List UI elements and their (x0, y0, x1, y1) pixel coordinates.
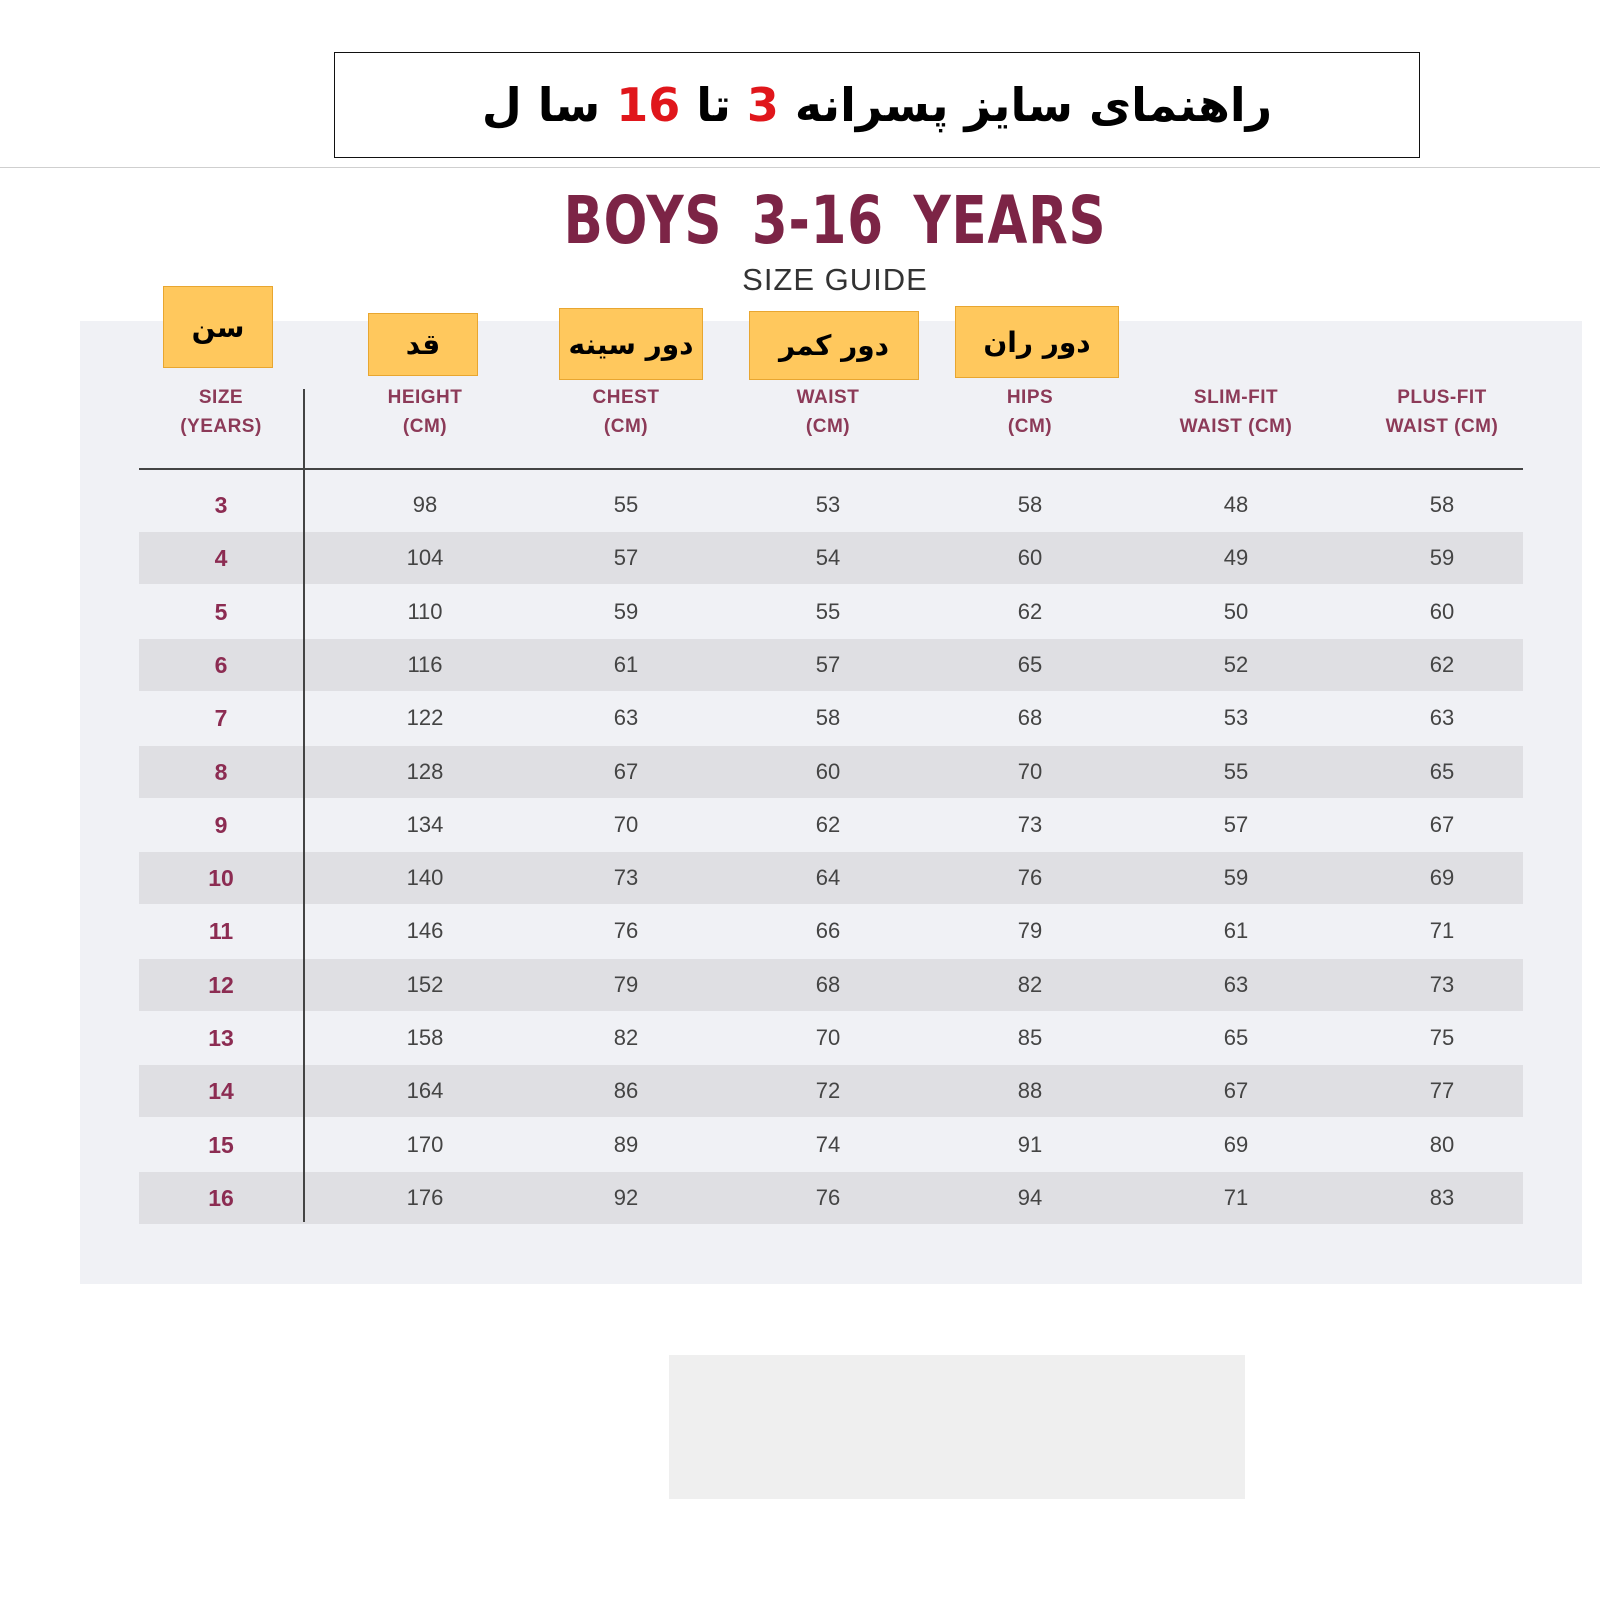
size-cell: 14 (208, 1078, 234, 1105)
measurement-cell: 73 (1017, 811, 1043, 837)
title-part-2: تا (680, 78, 747, 132)
column-header-size: SIZE (YEARS) (180, 387, 262, 437)
measurement-cell: 65 (1223, 1025, 1249, 1050)
measurement-cell: 91 (1017, 1131, 1043, 1157)
measurement-cell: 110 (407, 598, 443, 624)
column-header-waist: WAIST (CM) (796, 387, 860, 437)
persian-label-waist: دور کمر (749, 311, 919, 380)
measurement-cell: 64 (815, 865, 841, 891)
measurement-cell: 88 (1017, 1078, 1043, 1104)
title-number-to: 16 (616, 78, 681, 132)
measurement-cell: 50 (1223, 598, 1249, 624)
table-row (139, 639, 1523, 691)
measurement-cell: 68 (815, 971, 841, 997)
blank-placeholder-box (669, 1355, 1245, 1499)
measurement-cell: 116 (407, 651, 443, 677)
measurement-cell: 58 (1017, 492, 1043, 517)
measurement-cell: 152 (406, 971, 444, 997)
title-part-1: راهنمای سایز پسرانه (778, 78, 1273, 132)
size-cell: 8 (214, 758, 228, 785)
measurement-cell: 76 (1017, 865, 1043, 891)
column-header-plus-fit-waist: PLUS-FIT WAIST (CM) (1385, 387, 1499, 437)
measurement-cell: 63 (613, 705, 639, 731)
measurement-cell: 63 (1429, 705, 1455, 731)
measurement-cell: 73 (613, 865, 639, 891)
measurement-cell: 60 (1429, 598, 1455, 624)
size-cell: 16 (208, 1184, 234, 1211)
measurement-cell: 92 (613, 1184, 639, 1210)
page-title (482, 78, 1272, 132)
table-row (139, 1172, 1523, 1224)
measurement-cell: 89 (613, 1131, 639, 1157)
measurement-cell: 76 (815, 1184, 841, 1210)
measurement-cell: 128 (406, 758, 444, 784)
measurement-cell: 55 (815, 598, 841, 624)
measurement-cell: 59 (613, 598, 639, 624)
size-cell: 6 (214, 651, 228, 678)
measurement-cell: 85 (1017, 1025, 1043, 1050)
persian-label-hips: دور ران (955, 306, 1119, 378)
column-header-chest: CHEST (CM) (592, 387, 660, 437)
measurement-cell: 48 (1223, 492, 1249, 517)
measurement-cell: 79 (613, 971, 639, 997)
measurement-cell: 74 (815, 1131, 841, 1157)
table-row (139, 1012, 1523, 1064)
measurement-cell: 69 (1429, 865, 1455, 891)
table-row (139, 532, 1523, 584)
table-row (139, 959, 1523, 1011)
measurement-cell: 58 (815, 705, 841, 731)
measurement-cell: 134 (406, 811, 444, 837)
measurement-cell: 57 (613, 545, 639, 571)
measurement-cell: 77 (1429, 1078, 1455, 1104)
measurement-cell: 146 (406, 918, 444, 944)
measurement-cell: 71 (1223, 1184, 1249, 1210)
size-cell: 9 (214, 811, 228, 838)
persian-label-chest: دور سینه (559, 308, 703, 380)
column-header-hips: HIPS (CM) (1006, 387, 1054, 437)
table-row (139, 799, 1523, 851)
measurement-cell: 61 (1223, 918, 1249, 944)
measurement-cell: 82 (613, 1025, 639, 1050)
measurement-cell: 62 (1017, 598, 1043, 624)
measurement-cell: 79 (1017, 918, 1043, 944)
column-header-slim-fit-waist: SLIM-FIT WAIST (CM) (1179, 387, 1293, 437)
measurement-cell: 58 (1429, 492, 1455, 517)
table-row (139, 1065, 1523, 1117)
title-box (334, 52, 1420, 158)
size-column-divider (303, 389, 305, 1222)
measurement-cell: 72 (815, 1078, 841, 1104)
chart-subheading: SIZE GUIDE (742, 262, 928, 297)
measurement-cell: 75 (1429, 1025, 1455, 1050)
measurement-cell: 176 (406, 1184, 444, 1210)
persian-label-age: سن (163, 286, 273, 368)
measurement-cell: 63 (1223, 971, 1249, 997)
measurement-cell: 170 (406, 1131, 444, 1157)
measurement-cell: 55 (1223, 758, 1249, 784)
size-cell: 4 (214, 545, 228, 572)
measurement-cell: 71 (1429, 918, 1455, 944)
measurement-cell: 62 (815, 811, 841, 837)
table-row (139, 746, 1523, 798)
measurement-cell: 53 (815, 492, 841, 517)
measurement-cell: 70 (815, 1025, 841, 1050)
measurement-cell: 59 (1429, 545, 1455, 571)
size-cell: 3 (214, 492, 228, 518)
measurement-cell: 59 (1223, 865, 1249, 891)
measurement-cell: 67 (1429, 811, 1455, 837)
table-row (139, 905, 1523, 957)
measurement-cell: 82 (1017, 971, 1043, 997)
measurement-cell: 83 (1429, 1184, 1455, 1210)
top-divider (0, 167, 1600, 168)
chart-heading: BOYS 3-16 YEARS (563, 182, 1107, 259)
measurement-cell: 80 (1429, 1131, 1455, 1157)
size-cell: 10 (208, 865, 234, 892)
measurement-cell: 57 (815, 651, 841, 677)
measurement-cell: 76 (613, 918, 639, 944)
measurement-cell: 55 (613, 492, 639, 517)
measurement-cell: 164 (406, 1078, 444, 1104)
table-row (139, 1119, 1523, 1171)
measurement-cell: 69 (1223, 1131, 1249, 1157)
table-row (139, 692, 1523, 744)
measurement-cell: 65 (1429, 758, 1455, 784)
size-cell: 11 (208, 918, 234, 945)
measurement-cell: 104 (406, 545, 444, 571)
title-number-from: 3 (746, 78, 779, 132)
measurement-cell: 70 (613, 811, 639, 837)
title-part-3: سا ل (481, 78, 617, 132)
measurement-cell: 61 (613, 651, 639, 677)
measurement-cell: 70 (1017, 758, 1043, 784)
table-row (139, 852, 1523, 904)
measurement-cell: 94 (1017, 1184, 1043, 1210)
measurement-cell: 122 (406, 705, 444, 731)
size-cell: 12 (208, 971, 234, 998)
measurement-cell: 60 (1017, 545, 1043, 571)
measurement-cell: 68 (1017, 705, 1043, 731)
size-cell: 15 (208, 1131, 234, 1158)
size-cell: 7 (214, 705, 228, 732)
measurement-cell: 66 (815, 918, 841, 944)
size-cell: 13 (208, 1025, 234, 1051)
measurement-cell: 52 (1223, 651, 1249, 677)
measurement-cell: 49 (1223, 545, 1249, 571)
measurement-cell: 67 (613, 758, 639, 784)
size-cell: 5 (214, 598, 228, 625)
header-divider (139, 468, 1523, 470)
measurement-cell: 65 (1017, 651, 1043, 677)
measurement-cell: 86 (613, 1078, 639, 1104)
column-header-height: HEIGHT (CM) (387, 387, 463, 437)
measurement-cell: 53 (1223, 705, 1249, 731)
measurement-cell: 60 (815, 758, 841, 784)
measurement-cell: 67 (1223, 1078, 1249, 1104)
persian-label-height: قد (368, 313, 478, 376)
measurement-cell: 62 (1429, 651, 1455, 677)
measurement-cell: 57 (1223, 811, 1249, 837)
measurement-cell: 54 (815, 545, 841, 571)
table-row (139, 479, 1523, 531)
measurement-cell: 140 (406, 865, 444, 891)
table-row (139, 586, 1523, 638)
measurement-cell: 73 (1429, 971, 1455, 997)
measurement-cell: 98 (412, 492, 438, 517)
measurement-cell: 158 (406, 1025, 444, 1050)
